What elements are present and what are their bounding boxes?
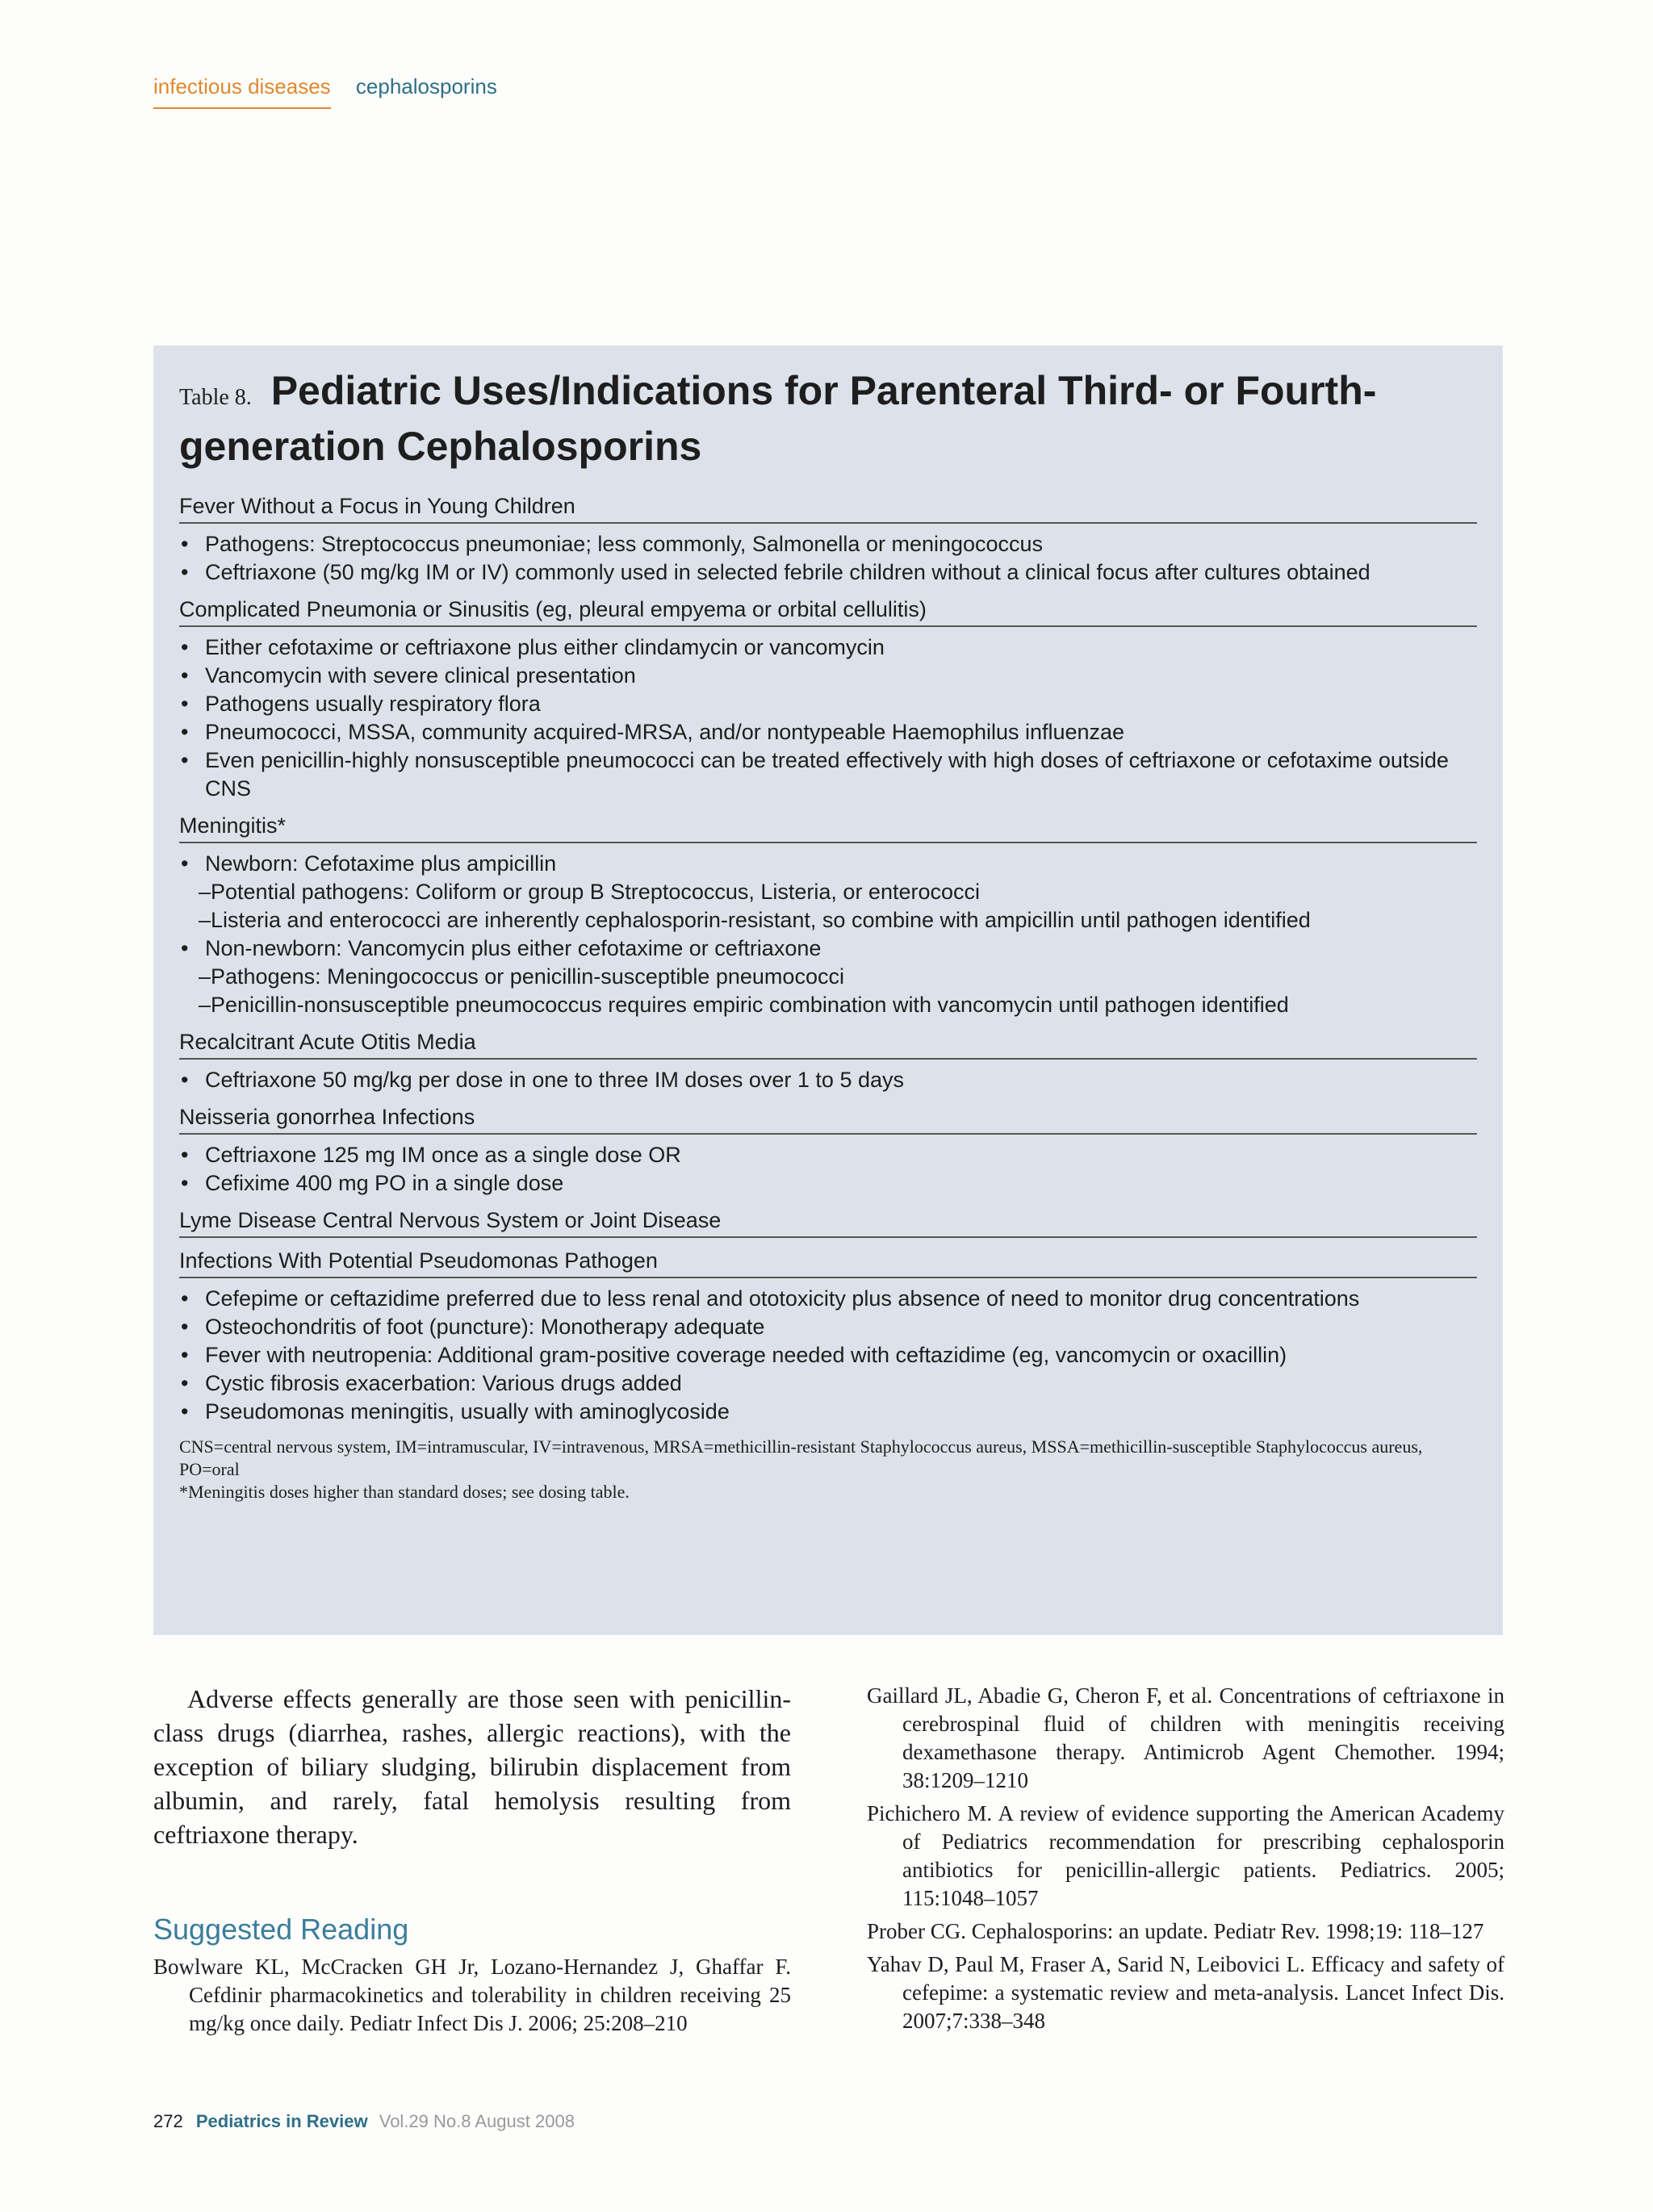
list-item: • Osteochondritis of foot (puncture): Monotherapy adequate bbox=[179, 1313, 1477, 1341]
table-section-meningitis bbox=[179, 811, 1477, 1019]
volume-info: Vol.29 No.8 August 2008 bbox=[379, 2111, 575, 2131]
journal-name: Pediatrics in Review bbox=[195, 2111, 368, 2131]
right-column bbox=[867, 1682, 1504, 2040]
table-section-lyme bbox=[179, 1206, 1477, 1238]
reference: Prober CG. Cephalosporins: an update. Pediatr Rev. 1998;19: 118–127 bbox=[867, 1919, 1484, 1943]
section-heading: Lyme Disease Central Nervous System or Joint Disease bbox=[179, 1206, 1477, 1238]
table-section-pneumonia bbox=[179, 595, 1477, 803]
list-item: • Non-newborn: Vancomycin plus either cefotaxime or ceftriaxone bbox=[179, 935, 1477, 963]
table-section-fever bbox=[179, 491, 1477, 587]
meningitis-footnote: *Meningitis doses higher than standard doses; see dosing table. bbox=[179, 1482, 630, 1502]
list-item: • Ceftriaxone 50 mg/kg per dose in one to three IM doses over 1 to 5 days bbox=[179, 1066, 1477, 1094]
running-header bbox=[153, 74, 497, 109]
table-title-block bbox=[179, 366, 1477, 470]
abbreviations-footnote: CNS=central nervous system, IM=intramuscular, IV=intravenous, MRSA=methicillin-resistant Staphylococcus aureus, MSSA=methicillin-susceptible Staphylococcus aureus, PO=oral bbox=[179, 1436, 1423, 1479]
list-item: • Either cefotaxime or ceftriaxone plus either clindamycin or vancomycin bbox=[179, 633, 1477, 662]
reference: Yahav D, Paul M, Fraser A, Sarid N, Leibovici L. Efficacy and safety of cefepime: a systematic review and meta-analysis. Lancet Infect Dis. 2007;7:338–348 bbox=[867, 1952, 1504, 2033]
subsection-label: cephalosporins bbox=[355, 74, 497, 98]
list-subitem: –Listeria and enterococci are inherently cephalosporin-resistant, so combine with ampicillin until pathogen identified bbox=[199, 908, 1311, 932]
reference: Pichichero M. A review of evidence supporting the American Academy of Pediatrics recommendation for prescribing cephalosporin antibiotics for penicillin-allergic patients. Pediatrics. 2005; 115:1048–1057 bbox=[867, 1801, 1504, 1910]
section-heading: Recalcitrant Acute Otitis Media bbox=[179, 1027, 1477, 1060]
reference: Bowlware KL, McCracken GH Jr, Lozano-Hernandez J, Ghaffar F. Cefdinir pharmacokinetics and tolerability in children receiving 25 mg/kg once daily. Pediatr Infect Dis J. 2006; 25:208–210 bbox=[153, 1955, 791, 2035]
list-subitem: –Penicillin-nonsusceptible pneumococcus requires empiric combination with vancomycin until pathogen identified bbox=[199, 993, 1289, 1017]
list-item: • Pathogens usually respiratory flora bbox=[179, 690, 1477, 718]
section-heading: Complicated Pneumonia or Sinusitis (eg, pleural empyema or orbital cellulitis) bbox=[179, 595, 1477, 627]
list-item: • Fever with neutropenia: Additional gram-positive coverage needed with ceftazidime (eg, vancomycin or oxacillin) bbox=[179, 1341, 1477, 1369]
list-item: • Ceftriaxone (50 mg/kg IM or IV) commonly used in selected febrile children without a clinical focus after cultures obtained bbox=[179, 558, 1477, 587]
table-section-gonorrhea bbox=[179, 1102, 1477, 1198]
section-heading: Meningitis* bbox=[179, 811, 1477, 843]
list-item: • Newborn: Cefotaxime plus ampicillin bbox=[179, 850, 1477, 878]
list-item: • Pneumococci, MSSA, community acquired-MRSA, and/or nontypeable Haemophilus influenzae bbox=[179, 718, 1477, 746]
reference: Gaillard JL, Abadie G, Cheron F, et al. Concentrations of ceftriaxone in cerebrospinal fluid of children with meningitis receiving dexamethasone therapy. Antimicrob Agent Chemother. 1994; 38:1209–1210 bbox=[867, 1683, 1504, 1792]
section-heading: Fever Without a Focus in Young Children bbox=[179, 491, 1477, 524]
page-footer bbox=[153, 2111, 575, 2132]
suggested-reading-heading: Suggested Reading bbox=[153, 1913, 409, 1946]
table-section-otitis bbox=[179, 1027, 1477, 1094]
table-title: Pediatric Uses/Indications for Parenteral Third- or Fourth-generation Cephalosporins bbox=[179, 368, 1377, 469]
section-label: infectious diseases bbox=[153, 74, 331, 109]
list-item: • Even penicillin-highly nonsusceptible pneumococci can be treated effectively with high doses of ceftriaxone or cefotaxime outside CNS bbox=[179, 746, 1477, 803]
list-item: • Cystic fibrosis exacerbation: Various drugs added bbox=[179, 1369, 1477, 1398]
body-paragraph: Adverse effects generally are those seen with penicillin-class drugs (diarrhea, rashes, allergic reactions), with the exception of biliary sludging, bilirubin displacement from albumin, and rarely, fatal hemolysis resulting from ceftriaxone therapy. bbox=[153, 1684, 791, 1849]
list-item: • Pseudomonas meningitis, usually with aminoglycoside bbox=[179, 1398, 1477, 1426]
table-8 bbox=[153, 345, 1503, 1635]
page-number: 272 bbox=[153, 2111, 183, 2131]
table-footnotes bbox=[179, 1436, 1477, 1503]
list-subitem: –Potential pathogens: Coliform or group B Streptococcus, Listeria, or enterococci bbox=[199, 880, 981, 904]
section-heading: Neisseria gonorrhea Infections bbox=[179, 1102, 1477, 1135]
list-item: • Cefixime 400 mg PO in a single dose bbox=[179, 1169, 1477, 1198]
table-section-pseudomonas bbox=[179, 1246, 1477, 1426]
table-label: Table 8. bbox=[179, 385, 252, 410]
section-heading: Infections With Potential Pseudomonas Pathogen bbox=[179, 1246, 1477, 1278]
left-column bbox=[153, 1682, 791, 2043]
list-subitem: –Pathogens: Meningococcus or penicillin-susceptible pneumococci bbox=[199, 964, 844, 989]
list-item: • Vancomycin with severe clinical presentation bbox=[179, 662, 1477, 690]
list-item: • Pathogens: Streptococcus pneumoniae; less commonly, Salmonella or meningococcus bbox=[179, 530, 1477, 558]
list-item: • Ceftriaxone 125 mg IM once as a single dose OR bbox=[179, 1141, 1477, 1169]
list-item: • Cefepime or ceftazidime preferred due to less renal and ototoxicity plus absence of need to monitor drug concentrations bbox=[179, 1285, 1477, 1313]
